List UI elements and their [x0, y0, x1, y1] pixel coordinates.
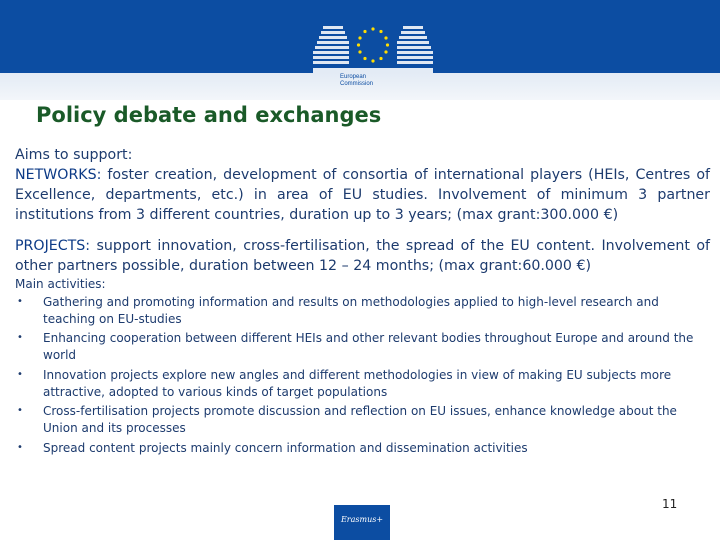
slide-title: Policy debate and exchanges [36, 103, 382, 127]
activity-text: Gathering and promoting information and results on methodologies applied to high-level research and teaching on EU-studies [43, 295, 659, 326]
networks-label: NETWORKS: [15, 167, 102, 183]
bullet-icon: • [17, 332, 23, 344]
european-commission-caption [340, 74, 373, 88]
activity-text: Cross-fertilisation projects promote discussion and reflection on EU issues, enhance knowledge about the Union and its processes [43, 404, 677, 435]
activity-text: Enhancing cooperation between different HEIs and other relevant bodies throughout Europe and around the world [43, 331, 694, 363]
aims-intro: Aims to support: [15, 147, 133, 163]
bullet-icon: • [17, 441, 23, 453]
networks-paragraph [15, 145, 710, 225]
bullet-icon: • [17, 405, 23, 417]
activity-text: Innovation projects explore new angles and different methodologies in view of making EU subjects more attractive, adopted to various kinds of target populations [43, 367, 672, 399]
activities-list [15, 294, 710, 456]
erasmus-plus-logo: Erasmus+ [334, 505, 390, 540]
networks-text: foster creation, development of consortia of international players (HEIs, Centres of Excellence, departments, etc.) in area of EU studies. Involvement of minimum 3 partner institutions from 3 different countries, duration up to 3 years; (max grant:300.000 €) [15, 167, 710, 223]
bullet-icon: • [17, 296, 23, 307]
list-item [15, 367, 710, 400]
projects-text: support innovation, cross-fertilisation, the spread of the EU content. Involvement of other partners possible, duration between 12 – 24 months; (max grant:60.000 €) [15, 238, 710, 274]
list-item [15, 294, 710, 327]
list-item [15, 403, 710, 436]
projects-paragraph [15, 236, 710, 276]
list-item [15, 440, 710, 457]
list-item [15, 330, 710, 363]
activity-text: Spread content projects mainly concern information and dissemination activities [43, 440, 528, 455]
projects-label: PROJECTS: [15, 238, 91, 254]
main-activities-label: Main activities: [15, 277, 106, 291]
page-number: 11 [662, 497, 678, 511]
logo-line-commission: Commission [340, 81, 374, 87]
logo-line-european: European [340, 74, 367, 80]
slide-body [15, 145, 710, 459]
bullet-icon: • [17, 368, 23, 380]
